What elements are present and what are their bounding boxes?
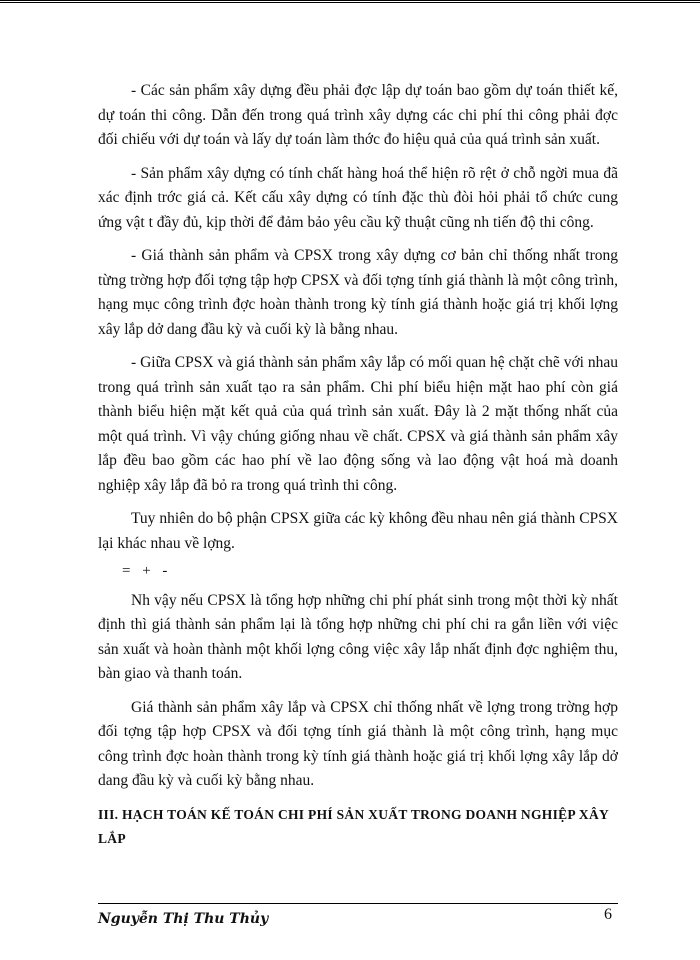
paragraph: - Sản phẩm xây dựng có tính chất hàng hoá thể hiện rõ rệt ở chỗ ngời mua đã xác định trớc giá cả. Kết cấu xây dựng có tính đặc thù đòi hỏi phải tổ chức cung ứng vật t đầy đủ, kịp thời để đảm bảo yêu cầu kỹ thuật cũng nh tiến độ thi công. — [98, 164, 618, 231]
paragraph: Giá thành sản phẩm xây lắp và CPSX chỉ thống nhất về lợng trong trờng hợp đối tợng tập hợp CPSX và đối tợng tính giá thành là một công trình, hạng mục công trình đợc hoàn thành trong kỳ tính giá thành hoặc giá trị khối lợng xây lắp dở dang đầu kỳ và cuối kỳ bằng nhau. — [98, 698, 618, 789]
paragraph: Tuy nhiên do bộ phận CPSX giữa các kỳ không đều nhau nên giá thành CPSX lại khác nhau về lợng. — [98, 510, 618, 552]
paragraph: Nh vậy nếu CPSX là tổng hợp những chi phí phát sinh trong một thời kỳ nhất định thì giá thành sản phẩm lại là tổng hợp những chi phí chi ra gắn liền với việc sản xuất và hoàn thành một khối lợng công việc xây lắp nhất định đợc nghiệm thu, bàn giao và thanh toán. — [98, 591, 618, 682]
page-number: 6 — [604, 906, 612, 923]
footer-divider — [98, 903, 618, 904]
formula-line: = + - — [122, 563, 172, 579]
paragraph: - Giữa CPSX và giá thành sản phẩm xây lắp có mối quan hệ chặt chẽ với nhau trong quá trình sản xuất tạo ra sản phẩm. Chi phí biểu hiện mặt hao phí còn giá thành biểu hiện mặt kết quả của quá trình sản xuất. Đây là 2 mặt thống nhất của một quá trình. Vì vậy chúng giống nhau về chất. CPSX và giá thành sản phẩm xây lắp đều bao gồm các hao phí về lao động sống và lao động vật hoá mà doanh nghiệp xây lắp đã bỏ ra trong quá trình thi công. — [98, 354, 618, 494]
paragraph: - Các sản phẩm xây dựng đều phải đợc lập dự toán bao gồm dự toán thiết kế, dự toán thi công. Dẫn đến trong quá trình xây dựng các chi phí thi công phải đợc đối chiếu với dự toán và lấy dự toán làm thớc đo hiệu quả của quá trình sản xuất. — [98, 82, 618, 148]
footer-author: Nguyễn Thị Thu Thủy — [98, 911, 269, 927]
section-heading: III. HẠCH TOÁN KẾ TOÁN CHI PHÍ SẢN XUẤT TRONG DOANH NGHIỆP XÂY LẮP — [98, 806, 609, 846]
page-content — [98, 79, 618, 851]
paragraph: - Giá thành sản phẩm và CPSX trong xây dựng cơ bản chỉ thống nhất trong từng trờng hợp đối tợng tập hợp CPSX và đối tợng tính giá thành là một công trình, hạng mục công trình đợc hoàn thành trong kỳ tính giá thành hoặc giá trị khối lợng xây lắp dở dang đầu kỳ và cuối kỳ là bằng nhau. — [98, 247, 618, 338]
